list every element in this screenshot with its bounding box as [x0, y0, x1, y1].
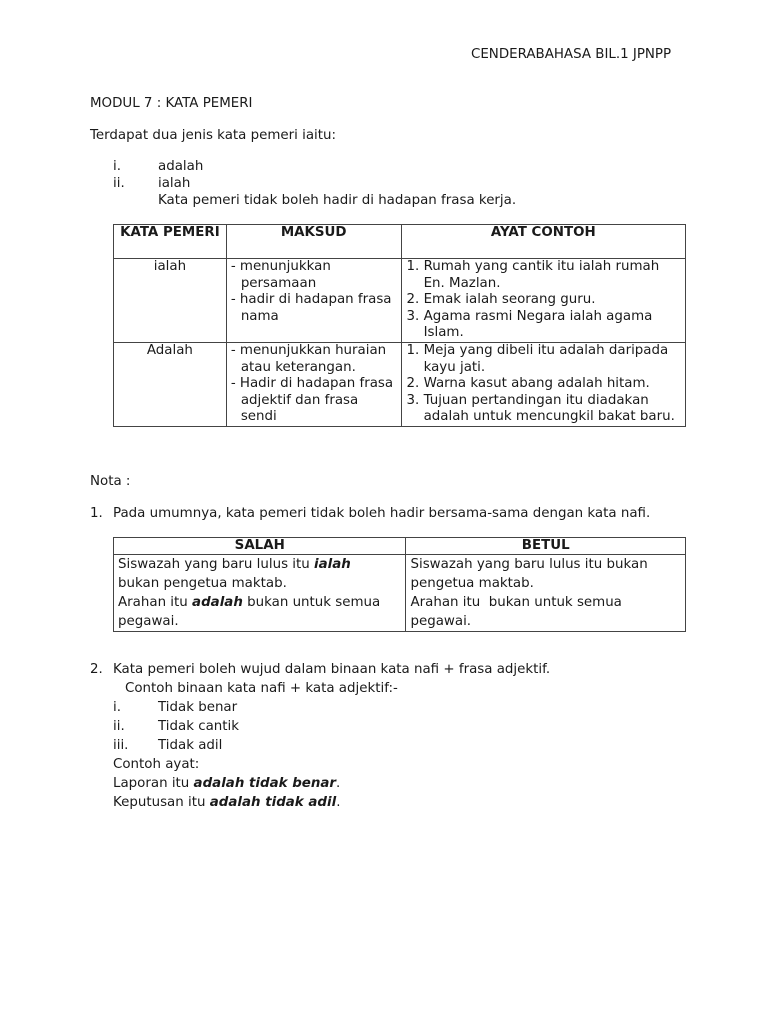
ayat-text: .: [336, 776, 341, 791]
salah-cell: [114, 555, 406, 632]
salah-text: Siswazah yang baru lulus itu: [118, 557, 315, 572]
table-row: [114, 259, 686, 343]
rule-text: Kata pemeri tidak boleh hadir di hadapan frasa kerja.: [158, 193, 517, 208]
salah-text: Arahan itu: [118, 595, 193, 610]
note-2-num: 2.: [90, 662, 103, 677]
salah-emphasis: ialah: [314, 557, 351, 572]
salah-text: bukan pengetua maktab.: [118, 576, 287, 591]
note-1-num: 1.: [90, 506, 103, 521]
ayat-example-2: [113, 794, 340, 811]
maksud-cell: [226, 259, 401, 343]
table-row: [114, 555, 686, 632]
table-row: [114, 342, 686, 426]
contoh-binaan-text: Contoh binaan kata nafi + kata adjektif:-: [125, 681, 398, 696]
ayat-text: Keputusan itu: [113, 795, 210, 810]
contoh-ayat-label: Contoh ayat:: [113, 757, 200, 772]
document-header: CENDERABAHASA BIL.1 JPNPP: [471, 47, 672, 62]
contoh-item: 3. Agama rasmi Negara ialah agama Islam.: [424, 309, 681, 342]
type-num-1: i.: [113, 159, 121, 174]
kata-cell: Adalah: [114, 342, 227, 426]
nota-label: Nota :: [90, 474, 131, 489]
kata-cell: ialah: [114, 259, 227, 343]
binaan-text: Tidak adil: [158, 738, 223, 753]
table-header-kata: KATA PEMERI: [114, 225, 227, 259]
ayat-emphasis: adalah tidak adil: [209, 795, 337, 810]
contoh-cell: [401, 342, 685, 426]
kata-pemeri-table: [113, 224, 686, 427]
table-header-contoh: AYAT CONTOH: [401, 225, 685, 259]
salah-betul-table: [113, 537, 686, 632]
salah-text: bukan untuk semua pegawai.: [118, 595, 381, 629]
maksud-item: - menunjukkan persamaan: [230, 259, 331, 291]
note-2-text: Kata pemeri boleh wujud dalam binaan kata nafi + frasa adjektif.: [113, 662, 551, 677]
table-header-betul: BETUL: [406, 538, 686, 555]
maksud-item: - Hadir di hadapan frasa adjektif dan frasa sendi: [230, 376, 394, 425]
module-title: MODUL 7 : KATA PEMERI: [90, 96, 253, 111]
binaan-text: Tidak benar: [158, 700, 238, 715]
binaan-num: iii.: [113, 738, 129, 753]
contoh-item: 3. Tujuan pertandingan itu diadakan adalah untuk mencungkil bakat baru.: [424, 393, 681, 426]
ayat-text: Laporan itu: [113, 776, 194, 791]
contoh-cell: [401, 259, 685, 343]
binaan-num: ii.: [113, 719, 125, 734]
contoh-item: 2. Emak ialah seorang guru.: [424, 292, 681, 309]
binaan-text: Tidak cantik: [158, 719, 239, 734]
contoh-item: 1. Meja yang dibeli itu adalah daripada kayu jati.: [424, 343, 681, 376]
binaan-num: i.: [113, 700, 121, 715]
table-header-salah: SALAH: [114, 538, 406, 555]
maksud-item: - menunjukkan huraian atau keterangan.: [230, 342, 387, 375]
ayat-example-1: [113, 775, 340, 792]
contoh-item: 1. Rumah yang cantik itu ialah rumah En. Mazlan.: [424, 259, 681, 292]
intro-text: Terdapat dua jenis kata pemeri iaitu:: [90, 128, 337, 143]
maksud-cell: [226, 342, 401, 426]
maksud-item: - hadir di hadapan frasa nama: [230, 292, 392, 324]
ayat-emphasis: adalah tidak benar: [193, 776, 337, 791]
table-header-maksud: MAKSUD: [226, 225, 401, 259]
type-num-2: ii.: [113, 176, 125, 191]
note-1-text: Pada umumnya, kata pemeri tidak boleh hadir bersama-sama dengan kata nafi.: [113, 506, 651, 521]
betul-text: Arahan itu bukan untuk semua pegawai.: [410, 595, 627, 629]
type-text-1: adalah: [158, 159, 204, 174]
type-text-2: ialah: [158, 176, 191, 191]
contoh-item: 2. Warna kasut abang adalah hitam.: [424, 376, 681, 393]
betul-text: Siswazah yang baru lulus itu bukan pengetua maktab.: [410, 557, 648, 591]
salah-emphasis: adalah: [192, 595, 243, 610]
betul-cell: [406, 555, 686, 632]
ayat-text: .: [336, 795, 341, 810]
